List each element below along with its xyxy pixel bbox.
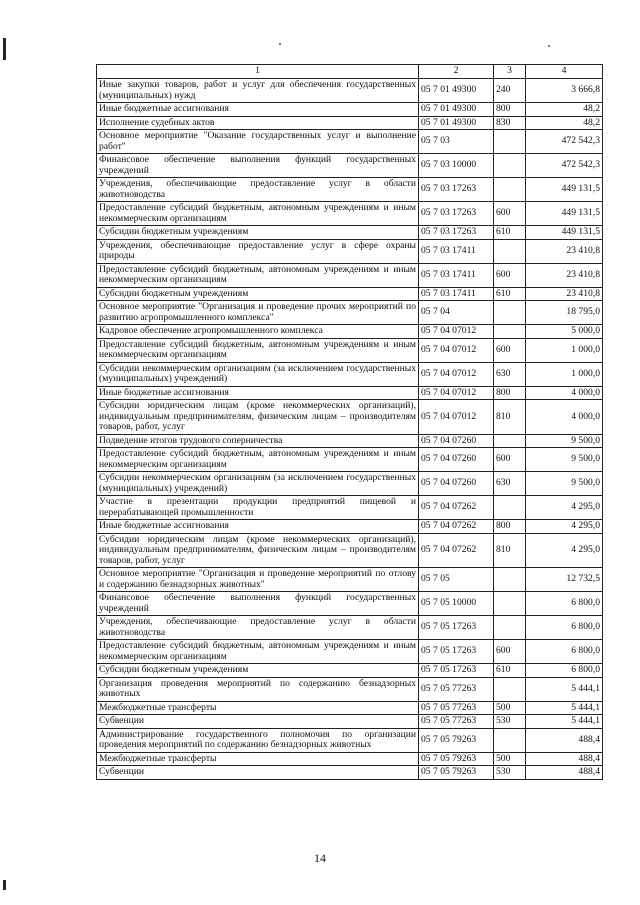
- row-amount: 12 732,5: [526, 568, 603, 592]
- row-name: Предоставление субсидий бюджетным, автономным учреждениям и иным некоммерческим организациям: [97, 338, 419, 362]
- row-amount: 1 000,0: [526, 338, 603, 362]
- row-expense-type: [494, 130, 526, 154]
- row-expense-type: [494, 239, 526, 263]
- row-name: Финансовое обеспечение выполнения функций государственных учреждений: [97, 154, 419, 178]
- row-code: 05 7 03 10000: [419, 154, 494, 178]
- left-margin-mark: [3, 38, 6, 60]
- scan-speck: [548, 45, 550, 47]
- row-name: Субсидии бюджетным учреждениям: [97, 287, 419, 301]
- row-code: 05 7 03 17263: [419, 202, 494, 226]
- row-expense-type: [494, 592, 526, 616]
- row-name: Иные бюджетные ассигнования: [97, 520, 419, 534]
- table-row: [97, 434, 603, 448]
- row-amount: 9 500,0: [526, 434, 603, 448]
- row-name: Межбюджетные трансферты: [97, 701, 419, 715]
- row-expense-type: 500: [494, 701, 526, 715]
- table-row: [97, 362, 603, 386]
- row-name: Иные бюджетные ассигнования: [97, 103, 419, 117]
- row-amount: 4 000,0: [526, 386, 603, 400]
- row-code: 05 7 04 07262: [419, 520, 494, 534]
- table-row: [97, 103, 603, 117]
- row-name: Учреждения, обеспечивающие предоставление услуг в области животноводства: [97, 616, 419, 640]
- row-name: Основное мероприятие "Организация и проведение мероприятий по отлову и содержанию безнадзорных животных": [97, 568, 419, 592]
- row-name: Межбюджетные трансферты: [97, 752, 419, 766]
- row-expense-type: [494, 434, 526, 448]
- table-row: [97, 568, 603, 592]
- row-name: Кадровое обеспечение агропромышленного комплекса: [97, 325, 419, 339]
- row-expense-type: 630: [494, 362, 526, 386]
- row-code: 05 7 03 17411: [419, 263, 494, 287]
- row-amount: 1 000,0: [526, 362, 603, 386]
- table-row: [97, 287, 603, 301]
- row-code: 05 7 04: [419, 301, 494, 325]
- table-row: [97, 301, 603, 325]
- table-header-row: [97, 65, 603, 79]
- row-name: Субвенции: [97, 766, 419, 780]
- scan-speck: [279, 43, 281, 45]
- row-name: Субсидии бюджетным учреждениям: [97, 664, 419, 678]
- header-col-3: 3: [494, 65, 526, 79]
- row-amount: 4 295,0: [526, 496, 603, 520]
- row-amount: 472 542,3: [526, 154, 603, 178]
- table-row: [97, 715, 603, 729]
- row-name: Иные закупки товаров, работ и услуг для обеспечения государственных (муниципальных) нужд: [97, 79, 419, 103]
- row-code: 05 7 03: [419, 130, 494, 154]
- budget-table-body: [97, 65, 603, 780]
- row-name: Субсидии юридическим лицам (кроме некоммерческих организаций), индивидуальным предпринимателям, физическим лицам – производителям товаров, работ, услуг: [97, 533, 419, 568]
- row-expense-type: 530: [494, 766, 526, 780]
- row-name: Субсидии юридическим лицам (кроме некоммерческих организаций), индивидуальным предпринимателям, физическим лицам – производителям товаров, работ, услуг: [97, 400, 419, 435]
- row-expense-type: 600: [494, 338, 526, 362]
- row-expense-type: 800: [494, 103, 526, 117]
- table-row: [97, 325, 603, 339]
- table-row: [97, 640, 603, 664]
- table-row: [97, 592, 603, 616]
- row-amount: 5 444,1: [526, 701, 603, 715]
- row-expense-type: 600: [494, 263, 526, 287]
- row-amount: 472 542,3: [526, 130, 603, 154]
- row-name: Основное мероприятие "Организация и проведение прочих мероприятий по развитию агропромышленного комплекса": [97, 301, 419, 325]
- row-expense-type: 600: [494, 640, 526, 664]
- table-row: [97, 664, 603, 678]
- table-row: [97, 766, 603, 780]
- row-name: Исполнение судебных актов: [97, 116, 419, 130]
- header-col-4: 4: [526, 65, 603, 79]
- row-expense-type: 810: [494, 533, 526, 568]
- row-expense-type: [494, 154, 526, 178]
- row-name: Предоставление субсидий бюджетным, автономным учреждениям и иным некоммерческим организациям: [97, 202, 419, 226]
- row-amount: 48,2: [526, 116, 603, 130]
- row-name: Предоставление субсидий бюджетным, автономным учреждениям и иным некоммерческим организациям: [97, 640, 419, 664]
- row-expense-type: [494, 616, 526, 640]
- row-name: Предоставление субсидий бюджетным, автономным учреждениям и иным некоммерческим организациям: [97, 448, 419, 472]
- table-row: [97, 263, 603, 287]
- row-name: Субсидии некоммерческим организациям (за исключением государственных (муниципальных) учреждений): [97, 362, 419, 386]
- row-code: 05 7 05: [419, 568, 494, 592]
- row-code: 05 7 04 07012: [419, 325, 494, 339]
- row-expense-type: 600: [494, 448, 526, 472]
- table-row: [97, 116, 603, 130]
- row-expense-type: [494, 568, 526, 592]
- row-code: 05 7 04 07260: [419, 434, 494, 448]
- row-amount: 4 295,0: [526, 520, 603, 534]
- row-name: Организация проведения мероприятий по содержанию безнадзорных животных: [97, 677, 419, 701]
- row-amount: 449 131,5: [526, 226, 603, 240]
- row-amount: 23 410,8: [526, 287, 603, 301]
- table-row: [97, 677, 603, 701]
- row-amount: 488,4: [526, 752, 603, 766]
- row-code: 05 7 05 10000: [419, 592, 494, 616]
- row-code: 05 7 05 79263: [419, 728, 494, 752]
- row-code: 05 7 04 07260: [419, 472, 494, 496]
- row-name: Администрирование государственного полномочия по организации проведения мероприятий по содержанию безнадзорных животных: [97, 728, 419, 752]
- row-expense-type: [494, 496, 526, 520]
- table-row: [97, 79, 603, 103]
- row-amount: 9 500,0: [526, 448, 603, 472]
- row-amount: 23 410,8: [526, 239, 603, 263]
- row-code: 05 7 01 49300: [419, 103, 494, 117]
- table-row: [97, 701, 603, 715]
- row-amount: 23 410,8: [526, 263, 603, 287]
- row-amount: 449 131,5: [526, 202, 603, 226]
- page-number: 14: [314, 851, 326, 865]
- row-expense-type: [494, 677, 526, 701]
- row-name: Иные бюджетные ассигнования: [97, 386, 419, 400]
- budget-table: [96, 64, 603, 780]
- row-code: 05 7 05 79263: [419, 752, 494, 766]
- header-col-2: 2: [419, 65, 494, 79]
- row-amount: 48,2: [526, 103, 603, 117]
- row-expense-type: 800: [494, 520, 526, 534]
- row-amount: 5 000,0: [526, 325, 603, 339]
- row-amount: 488,4: [526, 728, 603, 752]
- row-code: 05 7 01 49300: [419, 79, 494, 103]
- row-amount: 5 444,1: [526, 677, 603, 701]
- row-code: 05 7 04 07262: [419, 533, 494, 568]
- table-row: [97, 752, 603, 766]
- row-expense-type: [494, 728, 526, 752]
- table-row: [97, 386, 603, 400]
- row-code: 05 7 05 17263: [419, 616, 494, 640]
- table-row: [97, 239, 603, 263]
- row-name: Участие в презентации продукции предприятий пищевой и перерабатывающей промышленности: [97, 496, 419, 520]
- row-amount: 18 795,0: [526, 301, 603, 325]
- row-expense-type: [494, 301, 526, 325]
- row-name: Основное мероприятие "Оказание государственных услуг и выполнение работ": [97, 130, 419, 154]
- row-name: Субсидии бюджетным учреждениям: [97, 226, 419, 240]
- row-expense-type: 240: [494, 79, 526, 103]
- row-code: 05 7 05 17263: [419, 640, 494, 664]
- table-row: [97, 616, 603, 640]
- row-code: 05 7 04 07012: [419, 386, 494, 400]
- row-amount: 3 666,8: [526, 79, 603, 103]
- table-row: [97, 130, 603, 154]
- row-expense-type: 500: [494, 752, 526, 766]
- row-amount: 9 500,0: [526, 472, 603, 496]
- table-row: [97, 202, 603, 226]
- row-code: 05 7 04 07012: [419, 338, 494, 362]
- row-expense-type: 610: [494, 287, 526, 301]
- row-expense-type: [494, 178, 526, 202]
- row-amount: 488,4: [526, 766, 603, 780]
- table-row: [97, 728, 603, 752]
- row-expense-type: 610: [494, 664, 526, 678]
- row-expense-type: 630: [494, 472, 526, 496]
- row-amount: 6 800,0: [526, 592, 603, 616]
- row-code: 05 7 05 77263: [419, 715, 494, 729]
- row-name: Субсидии некоммерческим организациям (за исключением государственных (муниципальных) учреждений): [97, 472, 419, 496]
- table-row: [97, 178, 603, 202]
- table-row: [97, 400, 603, 435]
- left-margin-mark-bottom: [3, 880, 6, 890]
- row-code: 05 7 04 07012: [419, 400, 494, 435]
- row-code: 05 7 05 17263: [419, 664, 494, 678]
- row-amount: 6 800,0: [526, 664, 603, 678]
- row-code: 05 7 05 79263: [419, 766, 494, 780]
- row-amount: 6 800,0: [526, 640, 603, 664]
- row-code: 05 7 01 49300: [419, 116, 494, 130]
- row-name: Учреждения, обеспечивающие предоставление услуг в сфере охраны природы: [97, 239, 419, 263]
- row-amount: 6 800,0: [526, 616, 603, 640]
- row-amount: 4 000,0: [526, 400, 603, 435]
- row-expense-type: 610: [494, 226, 526, 240]
- row-code: 05 7 03 17263: [419, 178, 494, 202]
- table-row: [97, 533, 603, 568]
- row-name: Подведение итогов трудового соперничества: [97, 434, 419, 448]
- table-row: [97, 338, 603, 362]
- row-expense-type: 600: [494, 202, 526, 226]
- row-code: 05 7 05 77263: [419, 701, 494, 715]
- table-row: [97, 448, 603, 472]
- row-code: 05 7 03 17411: [419, 287, 494, 301]
- row-expense-type: [494, 325, 526, 339]
- row-code: 05 7 04 07262: [419, 496, 494, 520]
- row-amount: 449 131,5: [526, 178, 603, 202]
- row-code: 05 7 03 17411: [419, 239, 494, 263]
- table-row: [97, 520, 603, 534]
- row-name: Субвенции: [97, 715, 419, 729]
- row-expense-type: 530: [494, 715, 526, 729]
- row-code: 05 7 04 07260: [419, 448, 494, 472]
- row-name: Учреждения, обеспечивающие предоставление услуг в области животноводства: [97, 178, 419, 202]
- table-row: [97, 472, 603, 496]
- table-row: [97, 496, 603, 520]
- row-expense-type: 800: [494, 386, 526, 400]
- table-row: [97, 226, 603, 240]
- row-code: 05 7 03 17263: [419, 226, 494, 240]
- row-expense-type: 810: [494, 400, 526, 435]
- row-code: 05 7 05 77263: [419, 677, 494, 701]
- header-col-1: 1: [97, 65, 419, 79]
- row-expense-type: 830: [494, 116, 526, 130]
- table-row: [97, 154, 603, 178]
- row-code: 05 7 04 07012: [419, 362, 494, 386]
- row-name: Финансовое обеспечение выполнения функций государственных учреждений: [97, 592, 419, 616]
- row-name: Предоставление субсидий бюджетным, автономным учреждениям и иным некоммерческим организациям: [97, 263, 419, 287]
- row-amount: 5 444,1: [526, 715, 603, 729]
- row-amount: 4 295,0: [526, 533, 603, 568]
